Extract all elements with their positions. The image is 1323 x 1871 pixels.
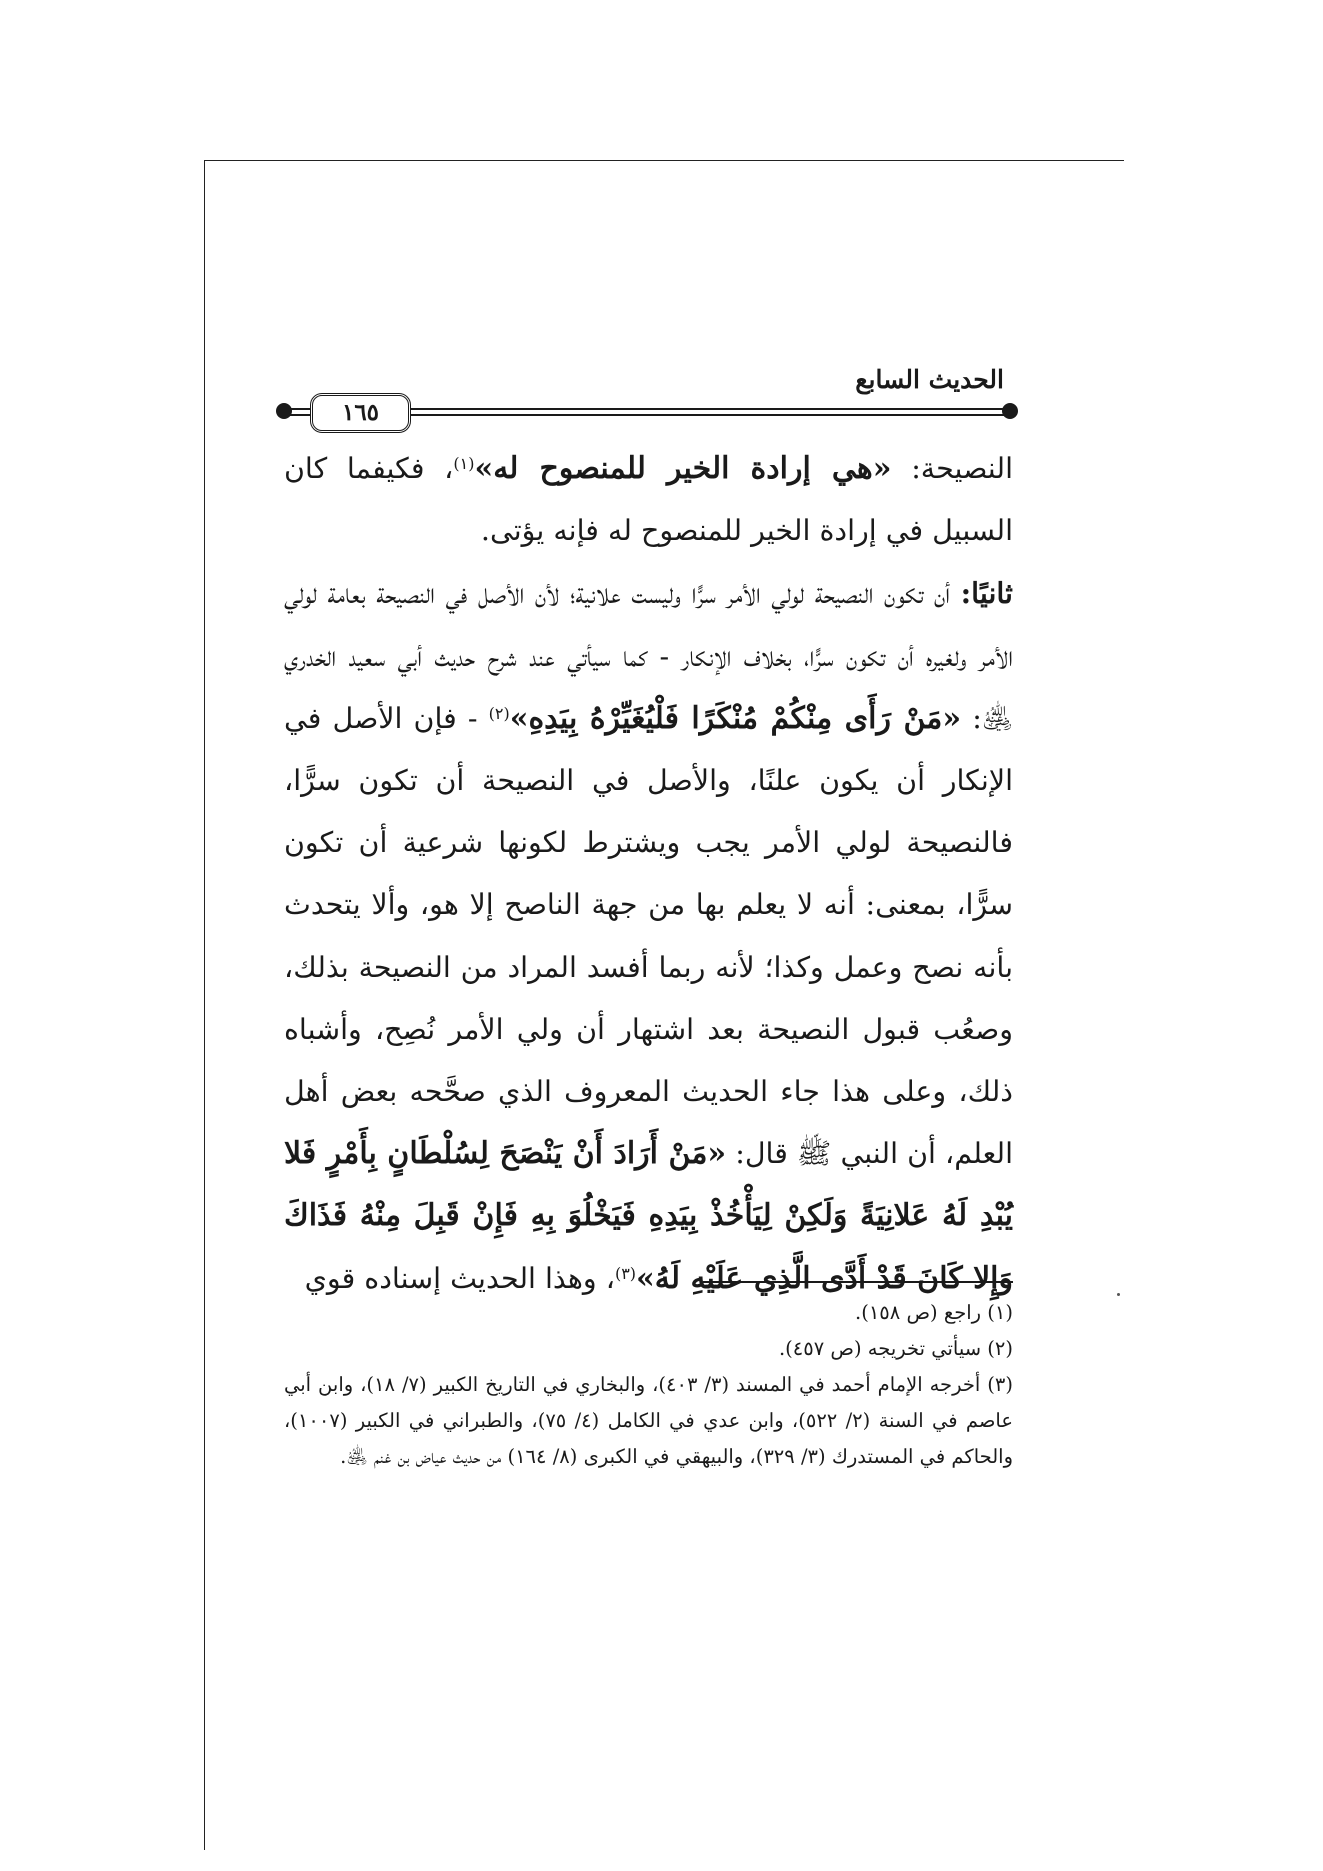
section-label: ثانيًا: (960, 576, 1013, 611)
hadith-quote-1: «هي إرادة الخير للمنصوح له» (474, 451, 892, 486)
body-text (284, 438, 1013, 1310)
scan-speck (1117, 1293, 1120, 1296)
ornament-dot-left (276, 403, 292, 419)
ornament-dot-right (1002, 403, 1018, 419)
footnote-3: (٣) أخرجه الإمام أحمد في المسند (٣/ ٤٠٣)، والبخاري في التاريخ الكبير (٧/ ١٨)، وابن أبي عاصم في السنة (٢/ ٥٢٢)، وابن عدي في الكامل (٤/ ٧٥)، والطبراني في الكبير (١٠٠٧)، والحاكم في المستدرك (٣/ ٣٢٩)، والبيهقي في الكبرى (٨/ ١٦٤) من حديث عياض بن غنم ﵁. (284, 1373, 1013, 1468)
footnotes (284, 1295, 1013, 1475)
footnote-ref-1: (١) (453, 454, 475, 473)
footnote-2: (٢) سيأتي تخريجه (ص ٤٥٧). (778, 1337, 1013, 1360)
paragraph-2: ثانيًا: أن تكون النصيحة لولي الأمر سرًّا وليست علانية؛ لأن الأصل في النصيحة بعامة لولي الأمر ولغيره أن تكون سرًّا، بخلاف الإنكار - كما سيأتي عند شرح حديث أبي سعيد الخدري ﵁: «مَنْ رَأَى مِنْكُمْ مُنْكَرًا فَلْيُغَيِّرْهُ بِيَدِهِ»$^{(٢)}$ - فإن الأصل في الإنكار أن يكون علنًا، والأصل في النصيحة أن تكون سرًّا، فالنصيحة لولي الأمر يجب ويشترط لكونها شرعية أن تكون سرًّا، بمعنى: أنه لا يعلم بها من جهة الناصح إلا هو، وألا يتحدث بأنه نصح وعمل وكذا؛ لأنه ربما أفسد المراد من النصيحة بذلك، وصعُب قبول النصيحة بعد اشتهار أن ولي الأمر نُصِح، وأشباه ذلك، وعلى هذا جاء الحديث المعروف الذي صحَّحه بعض أهل العلم، أن النبي ﷺ قال: «مَنْ أَرَادَ أَنْ يَنْصَحَ لِسُلْطَانٍ بِأَمْرٍ فَلا يُبْدِ لَهُ عَلانِيَةً وَلَكِنْ لِيَأْخُذْ بِيَدِهِ فَيَخْلُوَ بِهِ فَإِنْ قَبِلَ مِنْهُ فَذَاكَ وَإِلا كَانَ قَدْ أَدَّى الَّذِي عَلَيْهِ لَهُ»$^{(٣)}$، وهذا الحديث إسناده قوي (284, 576, 1013, 1296)
hadith-quote-3: «مَنْ أَرَادَ أَنْ يَنْصَحَ لِسُلْطَانٍ بِأَمْرٍ فَلا يُبْدِ لَهُ عَلانِيَةً وَلَكِنْ لِيَأْخُذْ بِيَدِهِ فَيَخْلُوَ بِهِ فَإِنْ قَبِلَ مِنْهُ فَذَاكَ وَإِلا كَانَ قَدْ أَدَّى الَّذِي عَلَيْهِ لَهُ» (284, 1136, 1013, 1296)
footnote-separator (703, 1281, 1013, 1283)
running-title: الحديث السابع (855, 365, 1004, 394)
crop-mark-top (204, 160, 1124, 161)
hadith-quote-2: «مَنْ رَأَى مِنْكُمْ مُنْكَرًا فَلْيُغَيِّرْهُ بِيَدِهِ» (509, 700, 962, 736)
footnote-1: (١) راجع (ص ١٥٨). (855, 1301, 1013, 1324)
page-number: ١٦٥ (310, 393, 411, 433)
footnote-ref-2: (٢) (488, 703, 510, 723)
crop-mark-left (204, 160, 205, 1850)
paragraph-1: النصيحة: «هي إرادة الخير للمنصوح له»$^{(١)}$، فكيفما كان السبيل في إرادة الخير للمنصوح له فإنه يؤتى. (284, 451, 1014, 548)
footnote-ref-3: (٣) (614, 1263, 637, 1283)
page-header (272, 365, 1022, 435)
